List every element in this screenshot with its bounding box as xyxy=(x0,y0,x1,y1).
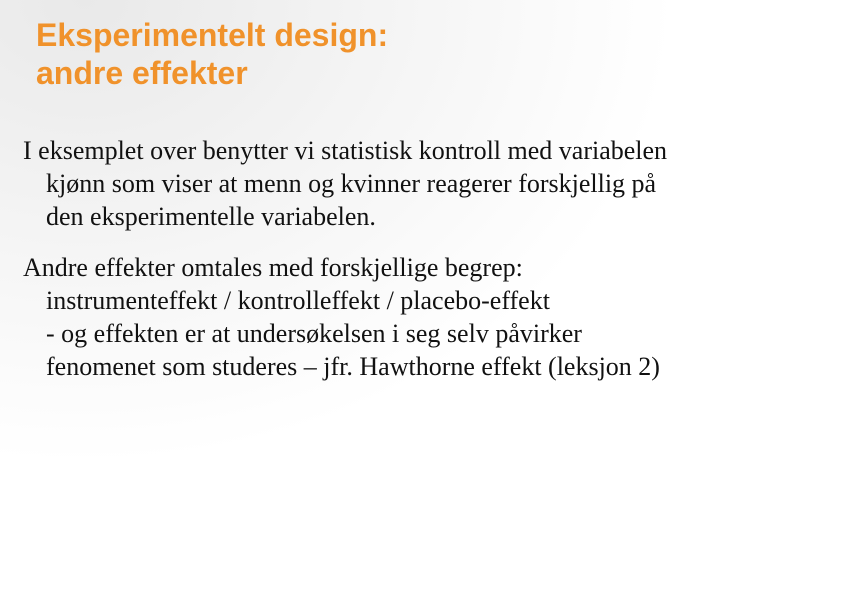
paragraph-line: fenomenet som studeres – jfr. Hawthorne effekt (leksjon 2) xyxy=(46,352,660,381)
paragraph xyxy=(23,251,823,383)
paragraph xyxy=(23,134,823,233)
paragraph-line: Andre effekter omtales med forskjellige begrep: xyxy=(23,253,523,282)
paragraph-line: instrumenteffekt / kontrolleffekt / placebo-effekt xyxy=(46,286,550,315)
slide-body xyxy=(23,134,823,401)
paragraph-line: kjønn som viser at menn og kvinner reagerer forskjellig på xyxy=(46,169,657,198)
slide-title-line: andre effekter xyxy=(36,55,248,91)
paragraph-line: den eksperimentelle variabelen. xyxy=(46,202,376,231)
slide-title xyxy=(36,16,388,92)
slide-title-line: Eksperimentelt design: xyxy=(36,17,389,53)
paragraph-line: I eksemplet over benytter vi statistisk kontroll med variabelen xyxy=(23,136,668,165)
paragraph-line: - og effekten er at undersøkelsen i seg selv påvirker xyxy=(46,319,582,348)
